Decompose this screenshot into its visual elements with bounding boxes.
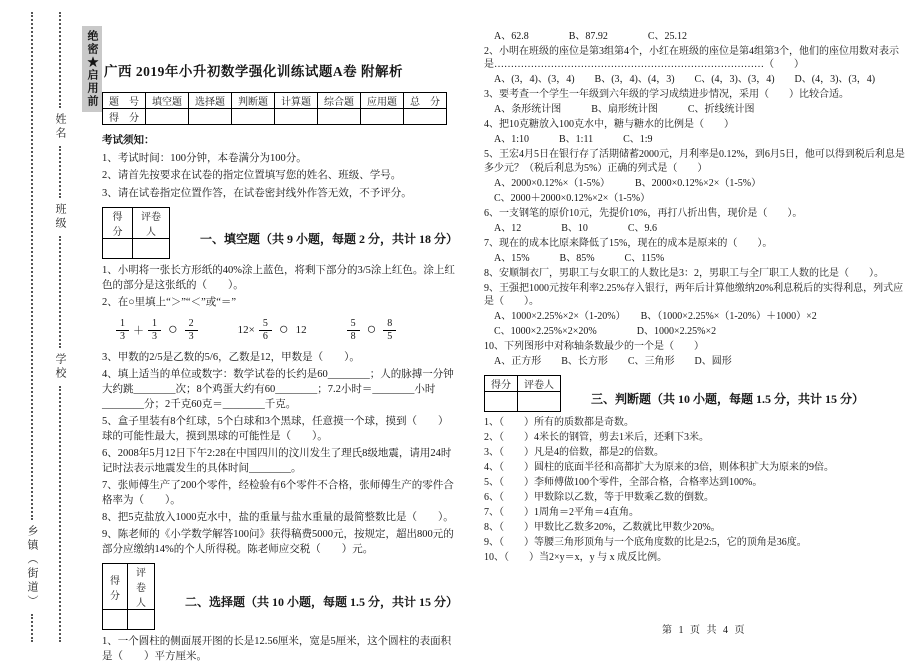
math-text: 12×: [237, 324, 255, 336]
score-box-label: 得分: [103, 564, 128, 610]
denominator: 3: [120, 330, 125, 342]
question-text: 3、甲数的2/5是乙数的5/6，乙数是12，甲数是（ ）。: [102, 352, 360, 363]
seal-name-label: 姓名: [54, 113, 66, 141]
question-text: 1、小明将一张长方形纸的40%涂上蓝色，将剩下部分的3/5涂上红色。涂上红色的部分是这张纸的（ ）。: [102, 265, 455, 291]
question-text: 2、小明在班级的座位是第3组第4个，小红在班级的座位是第4组第3个，他们的座位用数对表示是………………………………………………………………………（ ）: [484, 45, 899, 70]
question-text: 1、一个圆柱的侧面展开图的长是12.56厘米，宽是5厘米，这个圆柱的表面积是（ ）平方厘米。: [102, 636, 452, 662]
fraction: [347, 319, 360, 342]
score-empty-cell: [275, 109, 318, 125]
score-header-cell: 填空题: [146, 93, 189, 109]
seal-dash: [31, 12, 33, 520]
secret-banner: 绝密★启用前: [82, 26, 102, 112]
score-empty-cell: [232, 109, 275, 125]
options-line: A、2000×0.12%×（1-5%） B、2000×0.12%×2×（1-5%）: [494, 177, 762, 189]
denominator: 3: [152, 330, 157, 342]
score-header-cell: 综合题: [318, 93, 361, 109]
section1-header-row: [102, 207, 458, 259]
seal-dash: [59, 12, 61, 108]
options-line: A、(3，4)、(3，4) B、(3，4)、(4，3) C、(4，3)、(3，4) D、(4，3)、(3，4): [494, 74, 876, 85]
judgment-item: 3、（ ）凡是4的倍数，都是2的倍数。: [484, 446, 664, 458]
page-footer: 第 1 页 共 4 页: [662, 625, 747, 636]
score-header-cell: 判断题: [232, 93, 275, 109]
seal-school-label: 学校: [54, 353, 66, 381]
fraction: [383, 319, 396, 342]
section3-heading: 三、判断题（共 10 小题，每题 1.5 分，共计 15 分）: [591, 391, 865, 406]
score-header-cell: 选择题: [189, 93, 232, 109]
exam-notice: [102, 133, 458, 201]
fraction: [148, 319, 161, 342]
left-column: [102, 18, 458, 666]
numerator: 1: [148, 319, 161, 331]
seal-margin: [0, 0, 78, 650]
options-line: C、2000＋2000×0.12%×2×（1-5%）: [494, 192, 651, 204]
fraction: [116, 319, 129, 342]
score-empty-cell: [404, 109, 447, 125]
score-box-label: 得分: [103, 208, 133, 239]
page-columns: [102, 18, 908, 666]
reviewer-box-label: 评卷人: [132, 208, 169, 239]
notice-title: 考试须知：: [102, 135, 155, 146]
score-header-cell: 题 号: [103, 93, 146, 109]
fraction: [185, 319, 198, 342]
reviewer-box-label: 评卷人: [518, 375, 561, 391]
judgment-item: 6、（ ）甲数除以乙数，等于甲数乘乙数的倒数。: [484, 491, 714, 503]
options-line: A、正方形 B、长方形 C、三角形 D、圆形: [494, 356, 732, 367]
question-text: 3、要考查一个学生一年级到六年级的学习成绩进步情况，采用（ ）比较合适。: [484, 89, 849, 100]
grader-score-box: [484, 375, 561, 412]
question-text: 8、安顺制衣厂，男职工与女职工的人数比是3：2，男职工与全厂职工人数的比是（ ）。: [484, 267, 884, 279]
reviewer-box-empty: [518, 391, 561, 411]
score-box-empty: [103, 610, 128, 630]
numerator: 1: [116, 319, 129, 331]
notice-item: 1、考试时间：100分钟，本卷满分为100分。: [102, 152, 307, 164]
question-text: 10、下列图形中对称轴条数最少的一个是（ ）: [484, 341, 704, 352]
notice-item: 3、请在试卷指定位置作答，在试卷密封线外作答无效，不予评分。: [102, 187, 412, 199]
score-box-empty: [485, 391, 518, 411]
options-line: A、12 B、10 C、9.6: [494, 222, 658, 234]
numerator: 2: [185, 319, 198, 331]
seal-class-label: 班级: [54, 203, 66, 231]
fraction: [259, 319, 272, 342]
seal-dash: [59, 386, 61, 642]
question-text: 6、一支钢笔的原价10元，先提价10%，再打八折出售，现价是（ ）。: [484, 207, 803, 219]
judgment-item: 10、（ ）当2×y＝x，y 与 x 成反比例。: [484, 551, 668, 563]
seal-dash: [31, 614, 33, 642]
question-text: 4、填上适当的单位或数字：数学试卷的长约是60________；人的脉搏一分钟大约跳________次；8个鸡蛋大约有60________；7.2小时＝________小时________分；2千克60克＝________千克。: [102, 369, 454, 410]
compare-group-2: [238, 319, 307, 342]
grader-score-box: [102, 207, 170, 259]
question-text: 8、把5克盐放入1000克水中，盐的重量与盐水重量的最简整数比是（ ）。: [102, 512, 454, 523]
judgment-item: 1、（ ）所有的质数都是奇数。: [484, 416, 634, 428]
denominator: 5: [387, 330, 393, 342]
options-line: A、1000×2.25%×2×（1-20%） B、（1000×2.25%×（1-20%）＋1000）×2: [494, 311, 817, 322]
judgment-item: 4、（ ）圆柱的底面半径和高都扩大为原来的3倍，则体积扩大为原来的9倍。: [484, 461, 834, 473]
numerator: 5: [259, 319, 272, 331]
fraction-compare-row: [116, 314, 458, 346]
compare-circle: ○: [366, 321, 377, 338]
judgment-item: 2、（ ）4米长的钢管，剪去1米后，还剩下3米。: [484, 431, 709, 443]
denominator: 8: [350, 330, 356, 342]
score-empty-cell: [318, 109, 361, 125]
compare-circle: ○: [278, 321, 289, 338]
options-line: A、1:10 B、1:11 C、1:9: [494, 134, 653, 145]
score-header-cell: 总 分: [404, 93, 447, 109]
denominator: 3: [188, 330, 194, 342]
question-text: 9、陈老师的《小学数学解答100问》获得稿费5000元，按规定，超出800元的部分应缴纳14%的个人所得税。陈老师应交税（ ）元。: [102, 529, 454, 555]
seal-dash: [59, 236, 61, 348]
page-title: 广西 2019年小升初数学强化训练试题A卷 附解析: [104, 64, 403, 79]
score-row-label: 得 分: [103, 109, 146, 125]
compare-circle: ○: [168, 321, 178, 338]
reviewer-box-empty: [127, 610, 154, 630]
section2-heading: 二、选择题（共 10 小题，每题 1.5 分，共计 15 分）: [184, 595, 458, 609]
compare-group-1: [116, 319, 198, 342]
notice-item: 2、请首先按要求在试卷的指定位置填写您的姓名、班级、学号。: [102, 170, 402, 181]
section3-header-row: [484, 375, 908, 412]
question-text: 4、把10克糖放入100克水中，糖与糖水的比例是（ ）: [484, 119, 734, 130]
judgment-item: 9、（ ）等腰三角形顶角与一个底角度数的比是2:5，它的顶角是36度。: [484, 536, 807, 548]
score-empty-cell: [361, 109, 404, 125]
seal-dash: [59, 146, 61, 198]
score-header-cell: 计算题: [275, 93, 318, 109]
options-line: A、条形统计图 B、扇形统计图 C、折线统计图: [494, 104, 755, 115]
numerator: 8: [383, 319, 396, 331]
seal-line-inner: [52, 12, 68, 642]
score-empty-cell: [189, 109, 232, 125]
options-line: A、15% B、85% C、115%: [494, 252, 665, 264]
options-line: A、62.8 B、87.92 C、25.12: [494, 30, 688, 42]
score-empty-cell: [146, 109, 189, 125]
question-text: 6、2008年5月12日下午2:28在中国四川的汶川发生了理氏8级地震，请用24时记时法表示地震发生的具体时间________。: [102, 448, 452, 474]
seal-township-label: 乡镇（街道）: [26, 525, 38, 609]
question-text: 7、张师傅生产了200个零件，经检验有6个零件不合格，张师傅生产的零件合格率为（ ）。: [102, 480, 454, 506]
compare-group-3: [347, 319, 397, 342]
reviewer-box-empty: [132, 239, 169, 259]
question-text: 7、现在的成本比原来降低了15%，现在的成本是原来的（ ）。: [484, 237, 773, 249]
question-text: 5、盒子里装有8个红球，5个白球和3个黑球，任意摸一个球，摸到（ ）球的可能性最大，摸到黑球的可能性是（ ）。: [102, 416, 449, 442]
seal-line-outer: [24, 12, 40, 642]
operator: ＋: [133, 325, 144, 337]
section2-header-row: [102, 563, 458, 630]
right-column: [484, 18, 908, 666]
question-text: 9、王强把1000元按年利率2.25%存入银行，两年后计算他缴纳20%利息税后的实得利息，列式应是（ ）。: [484, 282, 904, 307]
judgment-item: 5、（ ）李师傅做100个零件，全部合格，合格率达到100%。: [484, 476, 763, 488]
section1-heading: 一、填空题（共 9 小题，每题 2 分，共计 18 分）: [199, 231, 458, 246]
score-box-empty: [103, 239, 133, 259]
reviewer-box-label: 评卷人: [127, 564, 154, 610]
score-box-label: 得分: [485, 375, 518, 391]
score-summary-table: [102, 92, 447, 125]
question-text: 5、王宏4月5日在银行存了活期储蓄2000元，月利率是0.12%，到6月5日，他可以得到税后利息是多少元？（税后利息为5%）正确的列式是（ ）: [484, 149, 905, 174]
score-header-cell: 应用题: [361, 93, 404, 109]
judgment-item: 7、（ ）1周角＝2平角＝4直角。: [484, 506, 639, 518]
question-text: 2、在○里填上“＞”“＜”或“＝”: [102, 297, 237, 308]
math-text: 12: [295, 324, 307, 336]
numerator: 5: [347, 319, 360, 331]
options-line: C、1000×2.25%×2×20% D、1000×2.25%×2: [494, 326, 717, 337]
grader-score-box: [102, 563, 155, 630]
judgment-item: 8、（ ）甲数比乙数多20%，乙数就比甲数少20%。: [484, 521, 721, 533]
denominator: 6: [262, 330, 268, 342]
